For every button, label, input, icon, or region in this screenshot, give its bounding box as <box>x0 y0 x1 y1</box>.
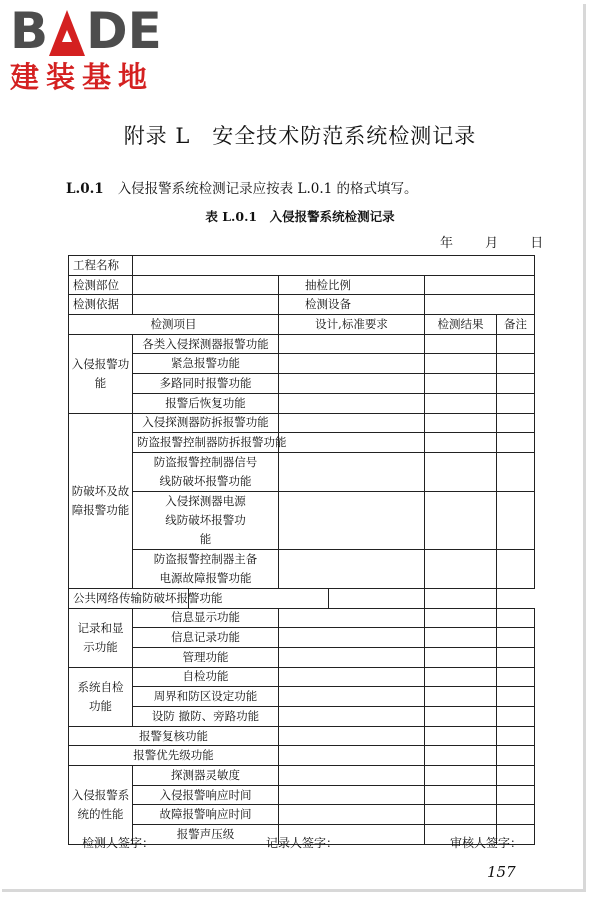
note-cell[interactable] <box>497 334 535 354</box>
ratio-value[interactable] <box>425 275 535 295</box>
basis-label: 检测依据 <box>69 295 133 315</box>
standard-cell[interactable] <box>279 354 425 374</box>
page-number: 157 <box>487 863 516 881</box>
item-cell: 自检功能 <box>133 667 279 687</box>
standard-cell[interactable] <box>279 413 425 433</box>
signature-line <box>82 834 522 851</box>
standard-cell[interactable] <box>279 393 425 413</box>
standard-cell[interactable] <box>279 374 425 394</box>
result-cell[interactable] <box>425 452 497 491</box>
category-cell: 入侵报警功能 <box>69 334 133 413</box>
bade-logo <box>10 2 162 94</box>
note-cell[interactable] <box>497 667 535 687</box>
item-cell: 探测器灵敏度 <box>133 766 279 786</box>
table-row <box>69 393 535 413</box>
inspection-record-table <box>68 255 535 845</box>
item-cell: 管理功能 <box>133 647 279 667</box>
col-header-result: 检测结果 <box>425 315 497 335</box>
clause-paragraph <box>66 177 418 197</box>
note-cell[interactable] <box>497 805 535 825</box>
note-cell[interactable] <box>497 393 535 413</box>
standard-cell[interactable] <box>279 687 425 707</box>
table-row <box>69 628 535 648</box>
standard-cell[interactable] <box>279 452 425 491</box>
item-cell: 入侵报警响应时间 <box>133 785 279 805</box>
table-row <box>69 766 535 786</box>
note-cell[interactable] <box>497 628 535 648</box>
note-cell[interactable] <box>497 413 535 433</box>
table-row <box>69 295 535 315</box>
standard-cell[interactable] <box>279 766 425 786</box>
result-cell[interactable] <box>425 374 497 394</box>
result-cell[interactable] <box>425 707 497 727</box>
result-cell[interactable] <box>425 628 497 648</box>
table-row <box>69 275 535 295</box>
dept-value[interactable] <box>133 275 279 295</box>
result-cell[interactable] <box>425 354 497 374</box>
result-cell[interactable] <box>425 726 497 746</box>
item-cell: 周界和防区设定功能 <box>133 687 279 707</box>
item-cell: 各类入侵探测器报警功能 <box>133 334 279 354</box>
clause-number: L.0.1 <box>66 181 104 197</box>
item-cell: 报警复核功能 <box>69 726 279 746</box>
table-row <box>69 785 535 805</box>
standard-cell[interactable] <box>279 608 425 628</box>
standard-cell[interactable] <box>279 647 425 667</box>
category-cell: 记录和显示功能 <box>69 608 133 667</box>
date-line: 年 月 日 <box>440 236 558 251</box>
dept-label: 检测部位 <box>69 275 133 295</box>
col-header-note: 备注 <box>497 315 535 335</box>
ratio-label: 抽检比例 <box>279 275 425 295</box>
standard-cell[interactable] <box>279 628 425 648</box>
logo-letter-b: B <box>10 2 49 60</box>
result-cell[interactable] <box>425 667 497 687</box>
item-cell: 公共网络传输防破坏报警功能 <box>69 588 189 608</box>
standard-cell[interactable] <box>279 746 425 766</box>
table-row <box>69 374 535 394</box>
item-cell: 报警后恢复功能 <box>133 393 279 413</box>
note-cell[interactable] <box>497 647 535 667</box>
table-row <box>69 667 535 687</box>
item-cell: 紧急报警功能 <box>133 354 279 374</box>
col-header-item: 检测项目 <box>69 315 279 335</box>
result-cell[interactable] <box>425 687 497 707</box>
standard-cell[interactable] <box>279 785 425 805</box>
table-row <box>69 805 535 825</box>
item-cell: 入侵探测器防拆报警功能 <box>133 413 279 433</box>
standard-cell[interactable] <box>279 805 425 825</box>
item-cell: 信息记录功能 <box>133 628 279 648</box>
item-cell: 信息显示功能 <box>133 608 279 628</box>
note-cell[interactable] <box>497 687 535 707</box>
table-row <box>69 588 535 608</box>
item-cell: 设防 撤防、旁路功能 <box>133 707 279 727</box>
standard-cell[interactable] <box>279 549 425 588</box>
result-cell[interactable] <box>425 766 497 786</box>
equipment-label: 检测设备 <box>279 295 425 315</box>
equipment-value[interactable] <box>425 295 535 315</box>
table-row <box>69 433 535 453</box>
note-cell[interactable] <box>497 433 535 453</box>
standard-cell[interactable] <box>279 726 425 746</box>
standard-cell[interactable] <box>279 491 425 549</box>
note-cell[interactable] <box>497 452 535 491</box>
table-header-row <box>69 315 535 335</box>
result-cell[interactable] <box>425 549 497 588</box>
logo-letters-de: DE <box>86 2 162 60</box>
table-row <box>69 726 535 746</box>
table-row <box>69 608 535 628</box>
category-cell: 系统自检功能 <box>69 667 133 726</box>
note-cell[interactable] <box>497 549 535 588</box>
note-cell[interactable] <box>497 354 535 374</box>
result-cell[interactable] <box>425 433 497 453</box>
basis-value[interactable] <box>133 295 279 315</box>
result-cell[interactable] <box>425 805 497 825</box>
result-cell[interactable] <box>425 746 497 766</box>
table-row <box>69 647 535 667</box>
result-cell[interactable] <box>329 588 425 608</box>
table-row <box>69 334 535 354</box>
result-cell[interactable] <box>425 413 497 433</box>
item-cell: 入侵探测器电源线防破坏报警功能 <box>133 491 279 549</box>
category-cell: 入侵报警系统的性能 <box>69 766 133 845</box>
note-cell[interactable] <box>497 491 535 549</box>
item-cell: 防盗报警控制器防拆报警功能 <box>133 433 279 453</box>
logo-triangle-a-icon <box>49 10 85 56</box>
logo-chinese: 建装基地 <box>10 60 155 94</box>
category-cell: 防破坏及故障报警功能 <box>69 413 133 588</box>
table-row <box>69 746 535 766</box>
note-cell[interactable] <box>497 374 535 394</box>
recorder-signature: 记录人签字： <box>265 836 338 850</box>
note-cell[interactable] <box>497 766 535 786</box>
table-row <box>69 687 535 707</box>
note-cell[interactable] <box>497 785 535 805</box>
result-cell[interactable] <box>425 491 497 549</box>
standard-cell[interactable] <box>279 334 425 354</box>
col-header-standard: 设计,标准要求 <box>279 315 425 335</box>
item-cell: 防盗报警控制器主备电源故障报警功能 <box>133 549 279 588</box>
table-row <box>69 707 535 727</box>
table-row <box>69 413 535 433</box>
standard-cell[interactable] <box>279 707 425 727</box>
appendix-title: 附录 L 安全技术防范系统检测记录 <box>123 124 477 148</box>
table-row <box>69 256 535 276</box>
project-name-label: 工程名称 <box>69 256 133 276</box>
standard-cell[interactable] <box>279 433 425 453</box>
note-cell[interactable] <box>497 746 535 766</box>
result-cell[interactable] <box>425 785 497 805</box>
note-cell[interactable] <box>497 608 535 628</box>
item-cell: 多路同时报警功能 <box>133 374 279 394</box>
item-cell: 报警优先级功能 <box>69 746 279 766</box>
result-cell[interactable] <box>425 393 497 413</box>
item-cell: 报警声压级 <box>133 825 279 845</box>
clause-text: 入侵报警系统检测记录应按表 L.0.1 的格式填写。 <box>117 181 418 197</box>
result-cell[interactable] <box>425 608 497 628</box>
note-cell[interactable] <box>425 588 497 608</box>
table-title: 表 L.0.1 入侵报警系统检测记录 <box>205 209 395 224</box>
result-cell[interactable] <box>425 647 497 667</box>
reviewer-signature: 审核人签字： <box>449 836 522 850</box>
item-cell: 故障报警响应时间 <box>133 805 279 825</box>
standard-cell[interactable] <box>279 667 425 687</box>
note-cell[interactable] <box>497 707 535 727</box>
item-cell: 防盗报警控制器信号线防破坏报警功能 <box>133 452 279 491</box>
project-name-value[interactable] <box>133 256 535 276</box>
table-row <box>69 354 535 374</box>
result-cell[interactable] <box>425 334 497 354</box>
note-cell[interactable] <box>497 726 535 746</box>
inspector-signature: 检测人签字： <box>82 836 155 850</box>
